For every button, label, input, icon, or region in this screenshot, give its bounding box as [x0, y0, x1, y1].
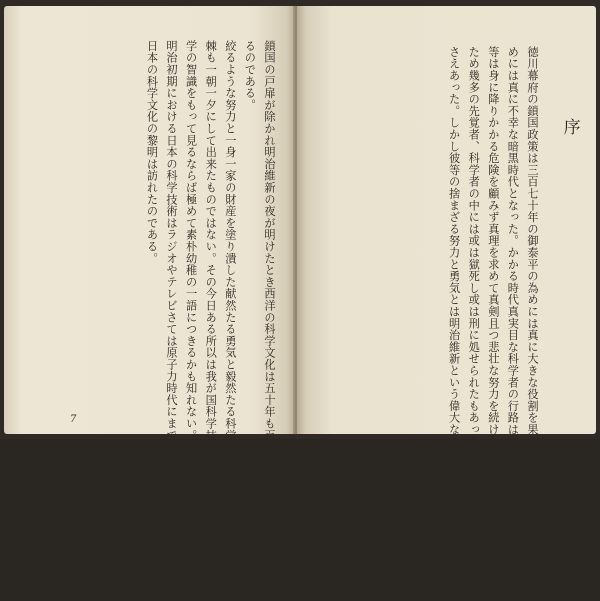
left-line-7: 日本の科学文化の黎明は訪れたのである。 — [145, 40, 159, 265]
left-line-2: るのである。 — [243, 40, 257, 111]
left-line-3: 絞るような努力と一身一家の財産を塗り潰した献然たる勇気と毅然たる科学者的信念にその源を発す — [223, 40, 237, 571]
right-page-body — [444, 46, 542, 601]
left-line-6: 明治初期における日本の科学技術はラジオやテレビさては原子力時代にまで迸入ろうとする現代科 — [165, 40, 179, 560]
right-line-2: めには真に不幸な暗黒時代となった。かかる時代真実目な科学者の行路は険しい荊棘の道であり、彼 — [506, 46, 520, 577]
left-page-body — [142, 40, 279, 571]
page-number: 7 — [70, 414, 77, 425]
right-line-1: 徳川幕府の鎖国政策は三百七十年の御泰平の為めには真に大きな役割を果したが、科学文化の為 — [526, 46, 539, 554]
right-line-5: さえあった。しかし彼等の捨まざる努力と勇気とは明治維新という偉大なる功業を完成し、そして近代 — [447, 46, 461, 589]
right-line-3: 等は身に降りかかる危険を顧みず真理を求めて真剣且つ悲壮な努力を続けたなかった。これが — [486, 46, 500, 542]
left-line-5: 学の智識をもって見るならば極めて素朴幼稚の一語につきるかも知れない。しかし現代の科学技術も — [184, 40, 198, 571]
left-line-4: 棘も一朝一夕にして出来たものではない。その今日ある所以は我が国科学技術の先覚者たちが血涙を — [204, 40, 218, 571]
chapter-title: 序 — [559, 118, 580, 137]
left-line-1: 鎖国の戸扉が除かれ明治維新の夜が明けたとき西洋の科学文化は五十年も百年も先に進んでいた。 — [263, 40, 276, 560]
left-page — [4, 6, 295, 571]
right-line-4: ため幾多の先覚者、科学者の中には或は獄死し或は刑に処せられたもあったという悲壮な経緯を過ぐる者 — [467, 46, 481, 601]
right-page — [297, 6, 596, 601]
